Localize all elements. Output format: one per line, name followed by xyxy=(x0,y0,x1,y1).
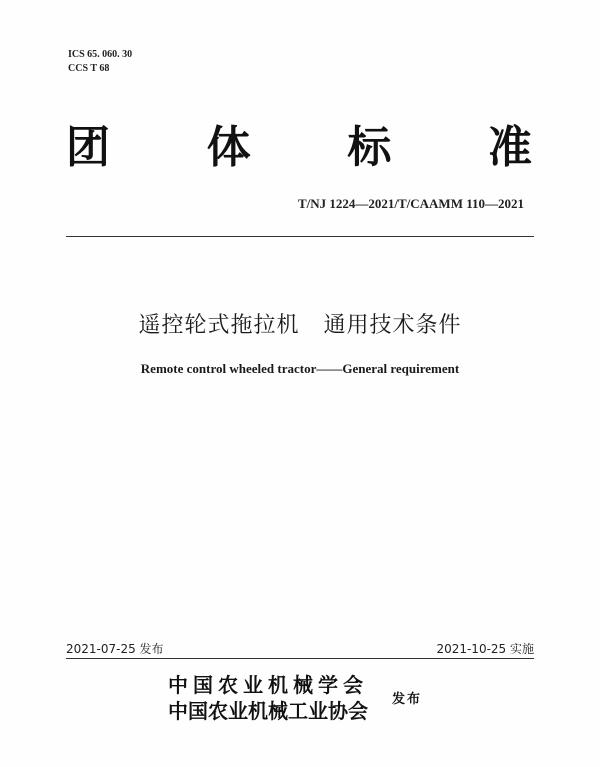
ccs-code: CCS T 68 xyxy=(68,63,110,74)
category-char: 团 xyxy=(66,122,110,173)
publishers-block xyxy=(168,672,368,724)
classification-codes xyxy=(68,48,132,76)
standard-category xyxy=(66,120,532,176)
issue-date: 2021-07-25 发布 xyxy=(66,642,164,656)
publish-label: 发布 xyxy=(392,692,423,707)
ics-code: ICS 65. 060. 30 xyxy=(68,49,133,60)
top-divider xyxy=(66,236,534,237)
title-chinese: 遥控轮式拖拉机 通用技术条件 xyxy=(138,313,462,338)
category-char: 准 xyxy=(487,122,532,173)
bottom-divider xyxy=(66,658,534,659)
category-char: 标 xyxy=(347,122,392,173)
publisher-name: 中国农业机械工业协会 xyxy=(168,699,368,723)
standard-number: T/NJ 1224—2021/T/CAAMM 110—2021 xyxy=(297,196,524,211)
publisher-name: 中国农业机械学会 xyxy=(168,673,368,697)
title-english: Remote control wheeled tractor——General requirement xyxy=(140,361,460,376)
implementation-date: 2021-10-25 实施 xyxy=(436,642,534,656)
category-char: 体 xyxy=(206,122,251,173)
